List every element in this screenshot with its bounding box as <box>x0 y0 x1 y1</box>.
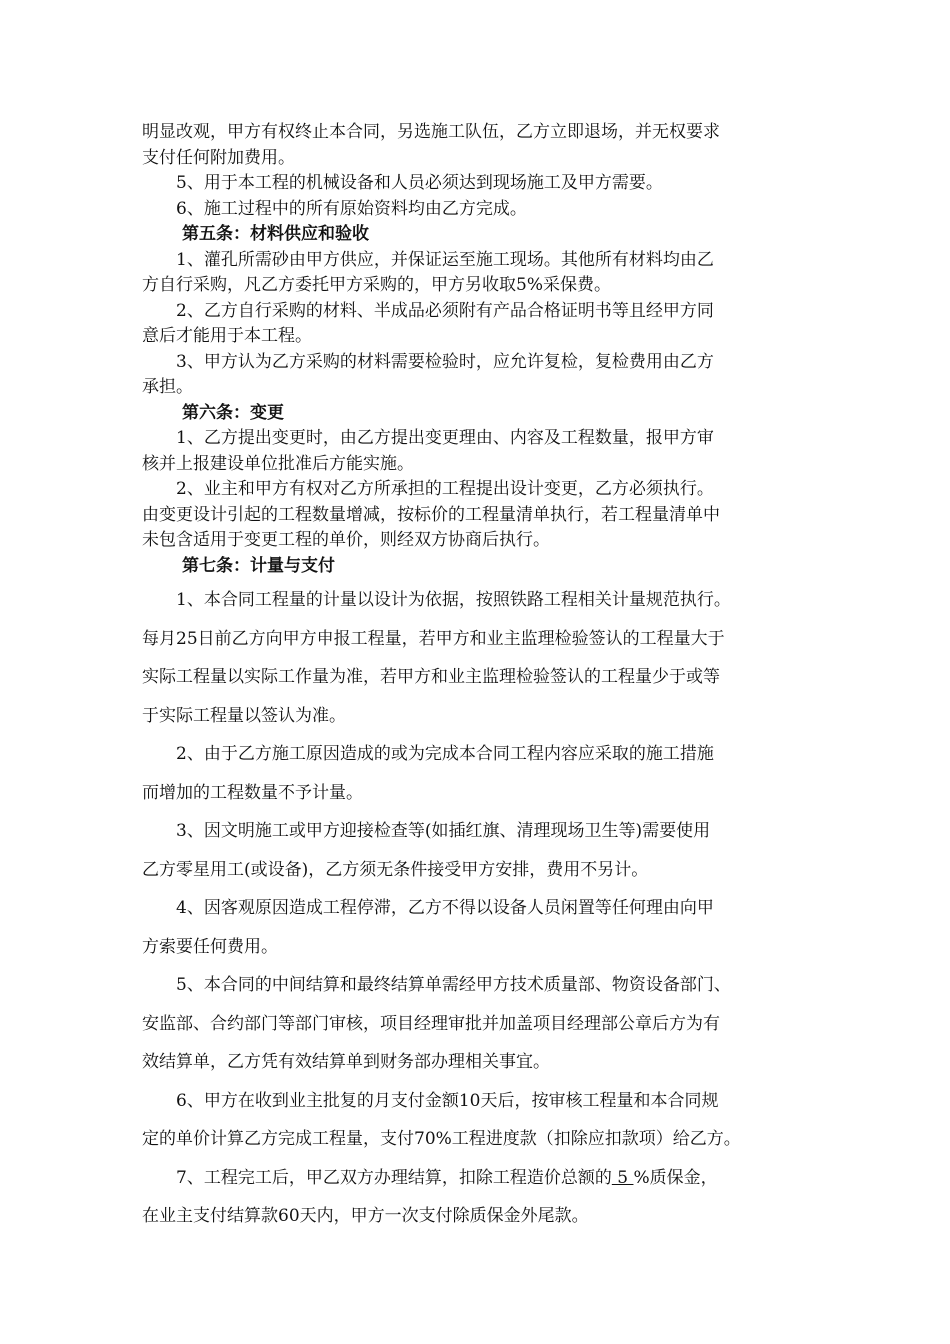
paragraph-line: 定的单价计算乙方完成工程量，支付70%工程进度款（扣除应扣款项）给乙方。 <box>142 1129 741 1149</box>
paragraph-line: 明显改观，甲方有权终止本合同，另选施工队伍，乙方立即退场，并无权要求 <box>142 122 720 142</box>
section-heading: 第六条：变更 <box>182 402 284 423</box>
paragraph-line: 5、用于本工程的机械设备和人员必须达到现场施工及甲方需要。 <box>176 173 663 193</box>
paragraph-line: 而增加的工程数量不予计量。 <box>142 782 363 803</box>
paragraph-line: 4、因客观原因造成工程停滞，乙方不得以设备人员闲置等任何理由向甲 <box>176 898 714 918</box>
paragraph-line: 意后才能用于本工程。 <box>142 326 312 346</box>
paragraph-line: 实际工程量以实际工作量为准，若甲方和业主监理检验签认的工程量少于或等 <box>142 667 720 687</box>
paragraph-line: 方索要任何费用。 <box>142 936 278 957</box>
contract-body <box>142 120 814 1236</box>
retention-rate-blank: 5 <box>611 1167 634 1188</box>
paragraph-line: 由变更设计引起的工程数量增减，按标价的工程量清单执行，若工程量清单中 <box>142 504 720 525</box>
paragraph-line: 2、业主和甲方有权对乙方所承担的工程提出设计变更，乙方必须执行。 <box>176 479 714 499</box>
paragraph-line: 2、由于乙方施工原因造成的或为完成本合同工程内容应采取的施工措施 <box>176 744 714 764</box>
paragraph-line: 未包含适用于变更工程的单价，则经双方协商后执行。 <box>142 530 550 550</box>
paragraph-line: 效结算单，乙方凭有效结算单到财务部办理相关事宜。 <box>142 1052 550 1072</box>
paragraph-line: 3、甲方认为乙方采购的材料需要检验时，应允许复检，复检费用由乙方 <box>176 351 714 372</box>
paragraph-line: 安监部、合约部门等部门审核，项目经理审批并加盖项目经理部公章后方为有 <box>142 1013 720 1034</box>
paragraph-line: 5、本合同的中间结算和最终结算单需经甲方技术质量部、物资设备部门、 <box>176 975 731 995</box>
retention-clause-line <box>142 1159 814 1198</box>
section-heading: 第五条：材料供应和验收 <box>182 224 369 244</box>
paragraph-line: 于实际工程量以签认为准。 <box>142 705 346 726</box>
paragraph-line: 每月25日前乙方向甲方申报工程量，若甲方和业主监理检验签认的工程量大于 <box>142 628 725 649</box>
clauses-block-compact <box>142 120 814 579</box>
paragraph-line: 承担。 <box>142 377 193 397</box>
final-payment-line: 在业主支付结算款60天内，甲方一次支付除质保金外尾款。 <box>142 1206 589 1226</box>
clauses-block-wide <box>142 581 814 1236</box>
paragraph-line: 1、本合同工程量的计量以设计为依据，按照铁路工程相关计量规范执行。 <box>176 590 731 610</box>
retention-clause-before: 7、工程完工后，甲乙双方办理结算，扣除工程造价总额的 <box>176 1167 612 1188</box>
paragraph-line: 乙方零星用工(或设备)，乙方须无条件接受甲方安排，费用不另计。 <box>142 859 649 880</box>
section-heading: 第七条：计量与支付 <box>182 555 335 576</box>
paragraph-line: 6、甲方在收到业主批复的月支付金额10天后，按审核工程量和本合同规 <box>176 1090 719 1111</box>
paragraph-line: 核并上报建设单位批准后方能实施。 <box>142 453 414 474</box>
paragraph-line: 6、施工过程中的所有原始资料均由乙方完成。 <box>176 198 527 219</box>
retention-clause-after: %质保金， <box>633 1167 718 1188</box>
paragraph-line: 1、灌孔所需砂由甲方供应，并保证运至施工现场。其他所有材料均由乙 <box>176 249 714 270</box>
paragraph-line: 方自行采购，凡乙方委托甲方采购的，甲方另收取5%采保费。 <box>142 275 611 295</box>
paragraph-line: 1、乙方提出变更时，由乙方提出变更理由、内容及工程数量，报甲方审 <box>176 428 714 448</box>
paragraph-line: 支付任何附加费用。 <box>142 147 295 168</box>
paragraph-line: 2、乙方自行采购的材料、半成品必须附有产品合格证明书等且经甲方同 <box>176 300 714 321</box>
paragraph-line: 3、因文明施工或甲方迎接检查等(如插红旗、清理现场卫生等)需要使用 <box>176 821 711 841</box>
